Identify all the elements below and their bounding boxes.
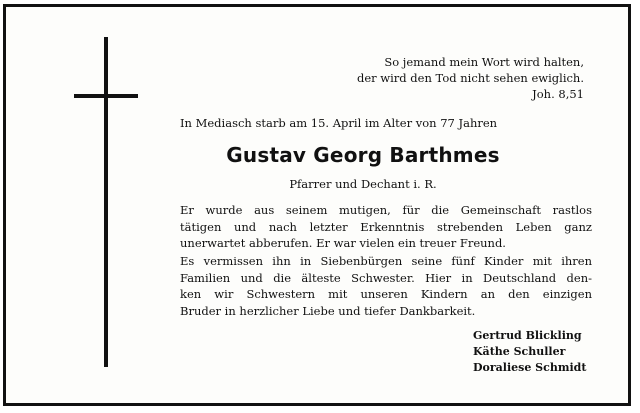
death-notice-frame [3,4,631,406]
text-line: Bruder in herzlicher Liebe und tiefer Dankbarkeit. [180,303,476,318]
deceased-name: Gustav Georg Barthmes [226,143,500,167]
text-line: Er wurde aus seinem mutigen, für die Gemeinschaft rastlos [180,203,592,217]
text-line: unerwartet abberufen. Er war vielen ein treuer Freund. [180,236,506,250]
cross-icon-crossbar [74,94,138,98]
bible-verse [357,54,584,102]
cross-icon [104,37,108,367]
intro-line: In Mediasch starb am 15. April im Alter von 77 Jahren [180,116,498,130]
paragraph-tribute [180,202,592,252]
signer-name: Doraliese Schmidt [473,361,587,374]
text-line: tätigen und nach letzter Erkenntnis strebenden Leben ganz [180,219,592,234]
verse-reference: Joh. 8,51 [532,87,584,101]
text-line: Es vermissen ihn in Siebenbürgen seine fünf Kinder mit ihren [180,254,592,268]
text-line: ken wir Schwestern mit unseren Kindern an den einzigen [180,287,592,301]
signers-list [473,328,586,376]
deceased-title: Pfarrer und Dechant i. R. [289,177,437,191]
verse-line: der wird den Tod nicht sehen ewiglich. [356,71,584,85]
signer-name: Käthe Schuller [473,345,566,358]
signer-name: Gertrud Blickling [473,329,582,342]
text-line: Familien und die älteste Schwester. Hier in Deutschland den- [180,270,592,285]
paragraph-mourners [180,253,592,319]
verse-line: So jemand mein Wort wird halten, [384,55,584,69]
